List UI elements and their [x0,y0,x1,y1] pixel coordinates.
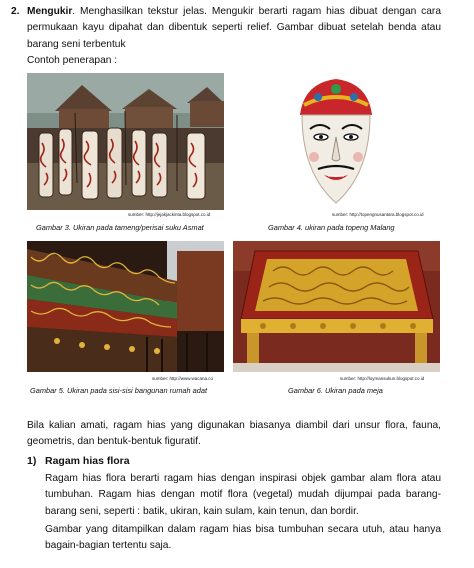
section-paragraph [27,4,441,53]
examples-label: Contoh penerapan : [27,55,118,66]
subsection-number: 1) [27,455,37,467]
asmat-shields-photo [27,73,224,210]
carved-table-photo [233,241,440,372]
figure-5-caption: Gambar 5. Ukiran pada sisi-sisi bangunan rumah adat [30,386,208,395]
subsection-title: Ragam hias flora [45,455,130,467]
figure-6-source: sumber: http://loymansukun.blogspot.co.id [340,376,425,381]
rumah-adat-carving-photo [27,241,224,372]
section-text: . Menghasilkan tekstur jelas. Mengukir berarti ragam hias dibuat dengan cara permukaan kayu dipahat dan dibentuk seperti relief. Gambar dibuat setelah benda atau barang seni terbentuk [27,6,441,50]
figure-3-caption: Gambar 3. Ukiran pada tameng/perisai suku Asmat [36,223,204,232]
figure-6-caption: Gambar 6. Ukiran pada meja [288,386,383,395]
body-paragraph: Bila kalian amati, ragam hias yang digunakan biasanya diambil dari unsur flora, fauna, geometris, dan bentuk-bentuk figuratif. [27,420,441,448]
subsection-paragraph-2: Gambar yang ditampilkan dalam ragam hias bisa tumbuhan secara utuh, atau hanya bagain-bagian tertentu saja. [45,524,441,552]
section-number: 2. [11,6,20,17]
figure-3-source: sumber: http://jejakjackinta.blogspot.co.id [128,212,211,217]
subsection-paragraph-1: Ragam hias flora berarti ragam hias dengan inspirasi objek gambar alam flora atau tumbuhan. Ragam hias dengan motif flora (vegetal) mudah dijumpai pada barang-barang seni, seperti : batik, ukiran, kain sulam, kain tenun, dan bordir. [45,473,441,517]
malang-mask-photo [294,75,378,209]
figure-4-source: sumber: http://topengnusantara.blogspot.co.id [332,212,424,217]
figure-4-caption: Gambar 4. ukiran pada topeng Malang [268,223,395,232]
figure-5-source: sumber: http://www.wacana.co [152,376,214,381]
section-term: Mengukir [27,6,73,17]
